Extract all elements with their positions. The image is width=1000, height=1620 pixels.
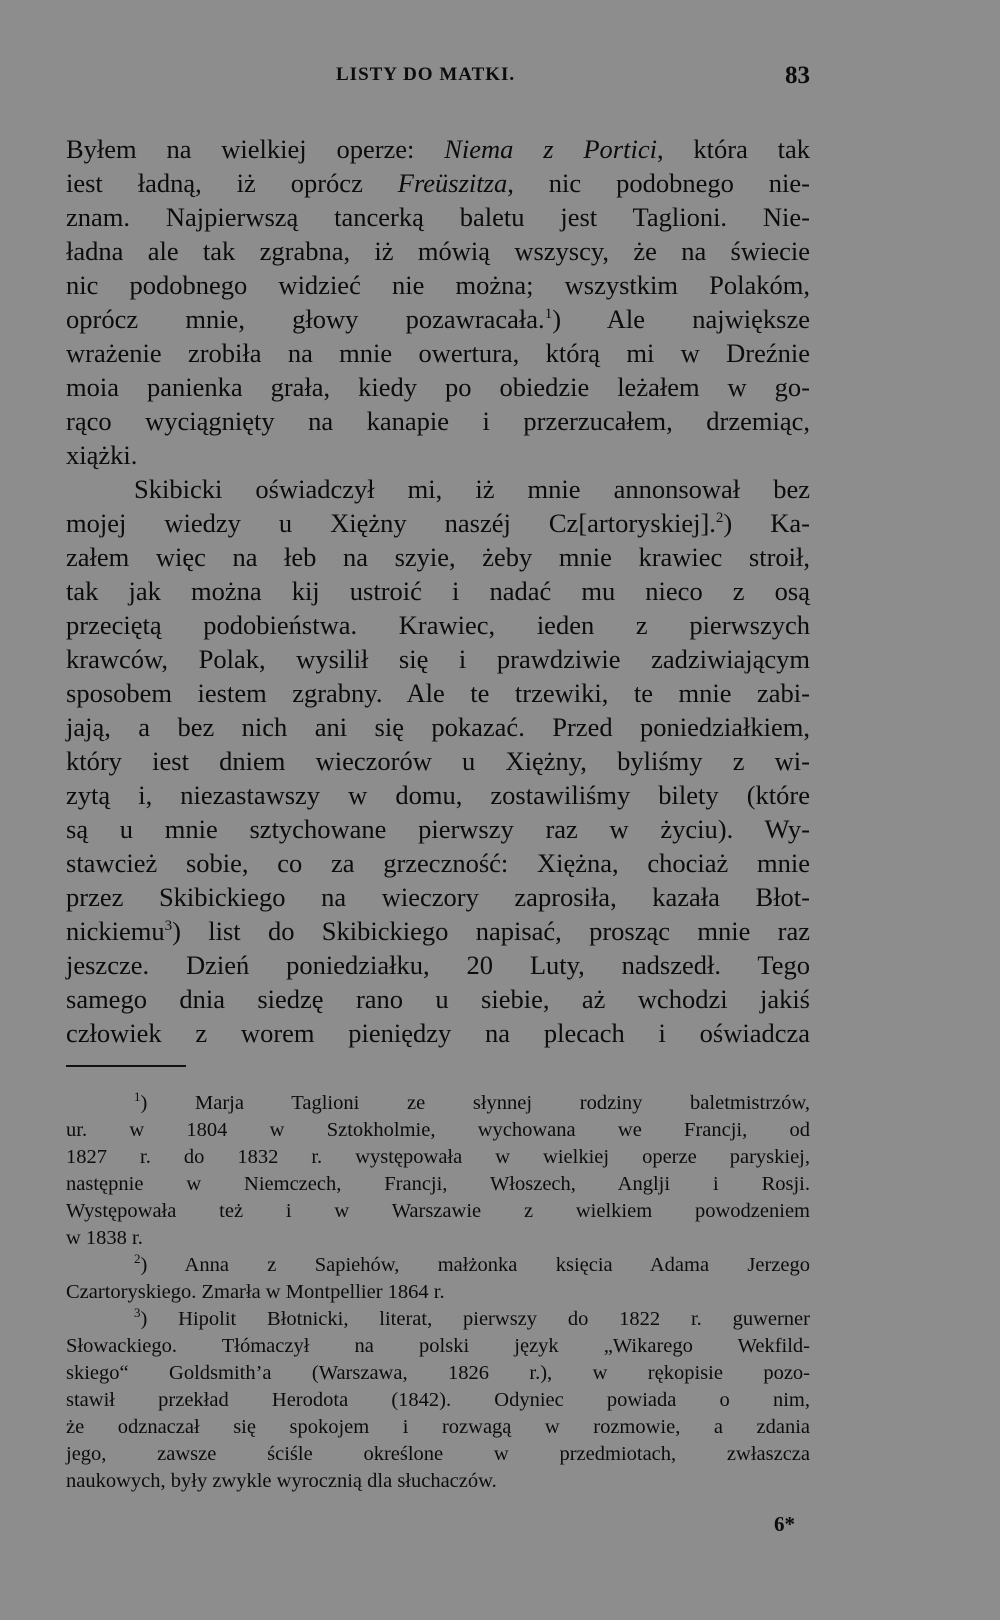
running-head: [66, 62, 810, 96]
footnote-ref: 1: [544, 306, 553, 322]
footnote-line: jego, zawsze ściśle określone w przedmiotach, zwłaszcza: [66, 1443, 810, 1465]
footnote-line: Słowackiego. Tłómaczył na polski język „Wikarego Wekfild-: [66, 1335, 810, 1357]
text-line: zytą i, niezastawszy w domu, zostawiliśmy bilety (które: [66, 780, 810, 810]
footnote-line: [66, 1306, 810, 1333]
text-line: przeciętą podobieństwa. Krawiec, ieden z pierwszych: [66, 610, 810, 640]
body-text: [66, 132, 810, 1050]
text-run: ) Ka-: [723, 508, 810, 538]
text-line: przez Skibickiego na wieczory zaprosiła, kazała Błot-: [66, 882, 810, 912]
footnote-number: 2: [134, 1251, 141, 1266]
text-line: załem więc na łeb na szyie, żeby mnie krawiec stroił,: [66, 542, 810, 572]
footnote-line: naukowych, były zwykle wyrocznią dla słuchaczów.: [66, 1470, 497, 1492]
text-line: stawcież sobie, co za grzeczność: Xiężna, chociaż mnie: [66, 848, 810, 878]
signature-mark: 6*: [774, 1512, 795, 1536]
text-run: ) Anna z Sapiehów, małżonka księcia Adama Jerzego: [140, 1254, 810, 1276]
page-number: 83: [785, 62, 810, 89]
footnote-line: [66, 1090, 810, 1117]
text-line: sposobem iestem zgrabny. Ale te trzewiki, te mnie zabi-: [66, 678, 810, 708]
opera-title: Niema z Portici: [444, 134, 657, 164]
footnote-number: 3: [134, 1305, 141, 1320]
text-line: [66, 132, 810, 166]
footnote-line: Czartoryskiego. Zmarła w Montpellier 1864 r.: [66, 1281, 445, 1303]
text-run: ) Marja Taglioni ze słynnej rodziny baletmistrzów,: [140, 1092, 810, 1114]
footnote-line: że odznaczał się spokojem i rozwagą w rozmowie, a zdania: [66, 1416, 810, 1438]
text-line: [66, 506, 810, 540]
text-line: ładna ale tak zgrabna, iż mówią wszyscy, że na świecie: [66, 236, 810, 266]
text-run: iest ładną, iż oprócz: [66, 168, 398, 198]
footnote-ref: 3: [164, 918, 173, 934]
text-line: jają, a bez nich ani się pokazać. Przed poniedziałkiem,: [66, 712, 810, 742]
text-line: [66, 166, 810, 200]
text-line: człowiek z worem pieniędzy na plecach i oświadcza: [66, 1018, 810, 1048]
text-line: nic podobnego widzieć nie można; wszystkim Polakóm,: [66, 270, 810, 300]
footnote-line: ur. w 1804 w Sztokholmie, wychowana we Francji, od: [66, 1119, 810, 1141]
text-line: rąco wyciągnięty na kanapie i przerzucałem, drzemiąc,: [66, 406, 810, 436]
text-run: ) list do Skibickiego napisać, prosząc mnie raz: [172, 916, 810, 946]
text-line: [66, 302, 810, 336]
footnote-separator: [66, 1065, 186, 1067]
text-line: są u mnie sztychowane pierwszy raz w życiu). Wy-: [66, 814, 810, 844]
footnote-line: następnie w Niemczech, Francji, Włoszech, Anglji i Rosji.: [66, 1173, 810, 1195]
text-line: moia panienka grała, kiedy po obiedzie leżałem w go-: [66, 372, 810, 402]
text-run: ) Hipolit Błotnicki, literat, pierwszy do 1822 r. guwerner: [140, 1308, 810, 1330]
text-line: który iest dniem wieczorów u Xiężny, byliśmy z wi-: [66, 746, 810, 776]
text-line: xiążki.: [66, 440, 138, 470]
text-run: , nic podobnego nie-: [507, 168, 810, 198]
footnote-ref: 2: [715, 510, 724, 526]
footnote-line: w 1838 r.: [66, 1227, 143, 1249]
text-line: wrażenie zrobiła na mnie owertura, którą mi w Dreźnie: [66, 338, 810, 368]
footnotes: [66, 1090, 810, 1495]
footnote-line: [66, 1252, 810, 1279]
text-line: [66, 914, 810, 948]
composer-name: Freüszitza: [397, 168, 508, 198]
text-run: ) Ale największe: [552, 304, 810, 334]
text-run: mojej wiedzy u Xiężny naszéj Cz[artoryskiej].: [66, 508, 716, 538]
running-title: LISTY DO MATKI.: [336, 64, 516, 85]
text-line: samego dnia siedzę rano u siebie, aż wchodzi jakiś: [66, 984, 810, 1014]
text-line: znam. Najpierwszą tancerką baletu jest Taglioni. Nie-: [66, 202, 810, 232]
text-line: krawców, Polak, wysilił się i prawdziwie zadziwiającym: [66, 644, 810, 674]
text-line: tak jak można kij ustroić i nadać mu nieco z osą: [66, 576, 810, 606]
text-run: oprócz mnie, głowy pozawracała.: [66, 304, 545, 334]
footnote-line: 1827 r. do 1832 r. występowała w wielkiej operze paryskiej,: [66, 1146, 810, 1168]
text-line: Skibicki oświadczył mi, iż mnie annonsował bez: [134, 474, 810, 504]
text-run: Byłem na wielkiej operze:: [66, 134, 445, 164]
text-line: jeszcze. Dzień poniedziałku, 20 Luty, nadszedł. Tego: [66, 950, 810, 980]
footnote-line: skiego“ Goldsmith’a (Warszawa, 1826 r.), w rękopisie pozo-: [66, 1362, 810, 1384]
text-run: nickiemu: [66, 916, 165, 946]
footnote-line: stawił przekład Herodota (1842). Odyniec powiada o nim,: [66, 1389, 810, 1411]
footnote-line: Występowała też i w Warszawie z wielkiem powodzeniem: [66, 1200, 810, 1222]
text-run: , która tak: [656, 134, 811, 164]
footnote-number: 1: [134, 1089, 141, 1104]
